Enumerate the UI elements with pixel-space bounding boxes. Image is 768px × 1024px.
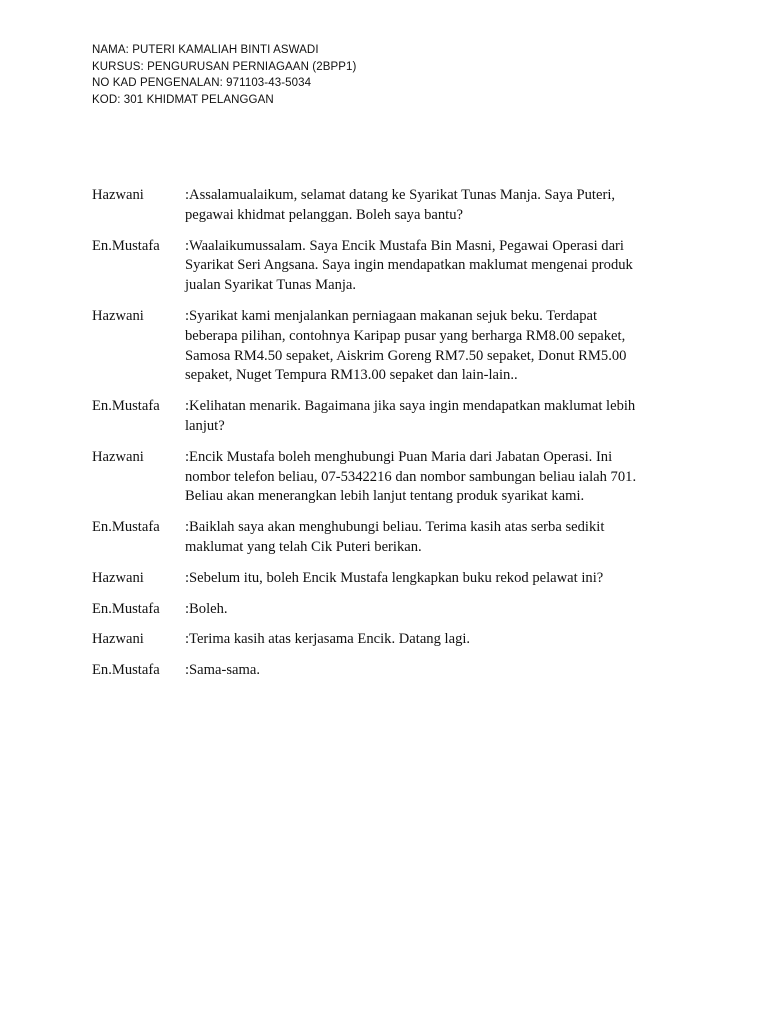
dialogue-turn	[92, 600, 692, 620]
header-course-line: KURSUS: PENGURUSAN PERNIAGAAN (2BPP1)	[92, 60, 357, 73]
dialogue-turn	[92, 661, 692, 681]
dialogue-turn	[92, 518, 692, 558]
header-name-line: NAMA: PUTERI KAMALIAH BINTI ASWADI	[92, 44, 319, 56]
speaker-name: En.Mustafa	[92, 519, 160, 536]
speaker-name: Hazwani	[92, 569, 144, 586]
speaker-name: En.Mustafa	[92, 398, 160, 415]
speech-text: :Terima kasih atas kerjasama Encik. Datang lagi.	[185, 631, 471, 648]
dialogue-turn	[92, 630, 692, 650]
speech-text: :Sebelum itu, boleh Encik Mustafa lengkapkan buku rekod pelawat ini?	[185, 569, 604, 586]
speaker-name: Hazwani	[92, 448, 144, 465]
speaker-name: En.Mustafa	[92, 662, 160, 679]
speech-text: :Boleh.	[185, 600, 228, 617]
speech-text: :Waalaikumussalam. Saya Encik Mustafa Bin Masni, Pegawai Operasi dari Syarikat Seri Angsana. Saya ingin mendapatkan maklumat mengenai produk jualan Syarikat Tunas Manja.	[185, 237, 633, 294]
dialogue-turn	[92, 397, 692, 437]
speaker-name: Hazwani	[92, 307, 144, 324]
speech-text: :Syarikat kami menjalankan perniagaan makanan sejuk beku. Terdapat beberapa pilihan, contohnya Karipap pusar yang berharga RM8.00 sepaket, Samosa RM4.50 sepaket, Aiskrim Goreng RM7.50 sepaket, Donut RM5.00 sepaket, Nuget Tempura RM13.00 sepaket dan lain-lain..	[185, 307, 627, 384]
student-info-header	[92, 42, 356, 108]
dialogue-turn	[92, 237, 692, 296]
speech-text: :Baiklah saya akan menghubungi beliau. Terima kasih atas serba sedikit maklumat yang telah Cik Puteri berikan.	[185, 519, 605, 555]
speech-text: :Encik Mustafa boleh menghubungi Puan Maria dari Jabatan Operasi. Ini nombor telefon beliau, 07-5342216 dan nombor sambungan beliau ialah 701. Beliau akan menerangkan lebih lanjut tentang produk syarikat kami.	[185, 448, 637, 505]
speaker-name: En.Mustafa	[92, 237, 160, 254]
dialogue-turn	[92, 569, 692, 589]
speaker-name: Hazwani	[92, 187, 144, 203]
dialogue-turn	[92, 307, 692, 386]
speech-text: :Sama-sama.	[185, 662, 260, 679]
header-ic-line: NO KAD PENGENALAN: 971103-43-5034	[92, 77, 312, 89]
speech-text: :Assalamualaikum, selamat datang ke Syarikat Tunas Manja. Saya Puteri, pegawai khidmat pelanggan. Boleh saya bantu?	[185, 187, 616, 223]
speaker-name: En.Mustafa	[92, 600, 160, 617]
speech-text: :Kelihatan menarik. Bagaimana jika saya ingin mendapatkan maklumat lebih lanjut?	[185, 398, 636, 434]
speaker-name: Hazwani	[92, 631, 144, 648]
dialogue-turn	[92, 448, 692, 507]
header-code-line: KOD: 301 KHIDMAT PELANGGAN	[92, 93, 274, 106]
dialogue-turn	[92, 186, 692, 226]
dialogue-script	[92, 186, 692, 692]
